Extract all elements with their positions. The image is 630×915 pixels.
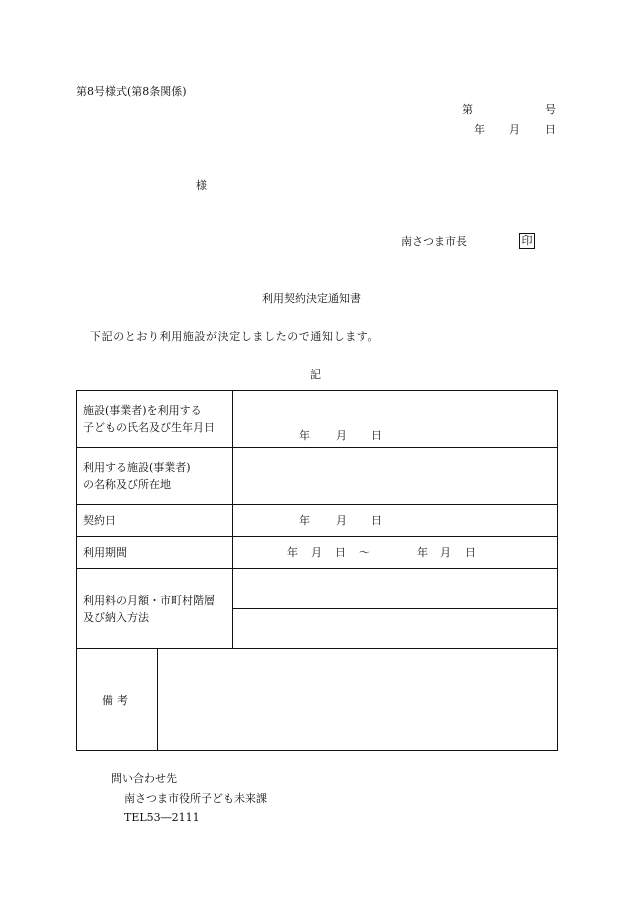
- row1-year: 年: [299, 429, 310, 442]
- row4-to-month: 月: [440, 546, 451, 559]
- seal-box: 印: [519, 233, 535, 249]
- row-fee-value-lower[interactable]: [233, 609, 558, 649]
- row1-month: 月: [336, 429, 347, 442]
- row4-tilde: 〜: [359, 546, 370, 559]
- addressee-suffix: 様: [196, 179, 207, 192]
- row-facility-label: [77, 448, 233, 505]
- row3-day: 日: [371, 514, 382, 527]
- row-notes: [77, 649, 558, 751]
- date-year: 年: [474, 123, 485, 136]
- form-table: [76, 390, 558, 751]
- date-day: 日: [545, 123, 556, 136]
- row4-to-year: 年: [417, 546, 428, 559]
- row4-from-day: 日: [335, 546, 346, 559]
- row-child-name-label-line1: 施設(事業者)を利用する: [83, 404, 202, 417]
- ki-mark: 記: [310, 368, 321, 381]
- document-title: 利用契約決定通知書: [262, 292, 361, 305]
- row-fee-value-upper[interactable]: [233, 569, 558, 609]
- issuer-name: 南さつま市長: [401, 235, 467, 248]
- row-period: [77, 537, 558, 569]
- contact-heading: 問い合わせ先: [111, 772, 177, 785]
- number-prefix: 第: [462, 103, 473, 116]
- row-contract-date-value[interactable]: [233, 505, 558, 537]
- date-month: 月: [509, 123, 520, 136]
- row-fee-label: [77, 569, 233, 649]
- body-text: 下記のとおり利用施設が決定しましたので通知します。: [90, 330, 380, 343]
- row-facility-label-line2: の名称及び所在地: [83, 478, 171, 491]
- row-contract-date-label: 契約日: [77, 505, 233, 537]
- row-fee-label-line2: 及び納入方法: [83, 610, 149, 624]
- row-notes-label: 備考: [77, 649, 158, 751]
- row-child-name-value[interactable]: [233, 391, 558, 448]
- row-fee-label-line1: 利用料の月額・市町村階層: [83, 593, 215, 607]
- number-suffix: 号: [545, 103, 556, 116]
- row-fee-a: [77, 569, 558, 609]
- contact-tel: TEL53―2111: [124, 811, 200, 824]
- row3-year: 年: [299, 514, 310, 527]
- row1-day: 日: [371, 429, 382, 442]
- row-facility-value[interactable]: [233, 448, 558, 505]
- row4-from-month: 月: [311, 546, 322, 559]
- row-period-value[interactable]: [233, 537, 558, 569]
- row-period-label: 利用期間: [77, 537, 233, 569]
- row4-from-year: 年: [287, 546, 298, 559]
- row-facility-label-line1: 利用する施設(事業者): [83, 461, 191, 474]
- row-facility: [77, 448, 558, 505]
- row4-to-day: 日: [465, 546, 476, 559]
- form-id: 第8号様式(第8条関係): [76, 85, 187, 98]
- row-child-name-label-line2: 子どもの氏名及び生年月日: [83, 421, 215, 434]
- row-child-name-label: [77, 391, 233, 448]
- row-notes-value[interactable]: [158, 649, 558, 751]
- contact-office: 南さつま市役所子ども未来課: [124, 792, 267, 805]
- row-child-name: [77, 391, 558, 448]
- row-contract-date: [77, 505, 558, 537]
- row3-month: 月: [336, 514, 347, 527]
